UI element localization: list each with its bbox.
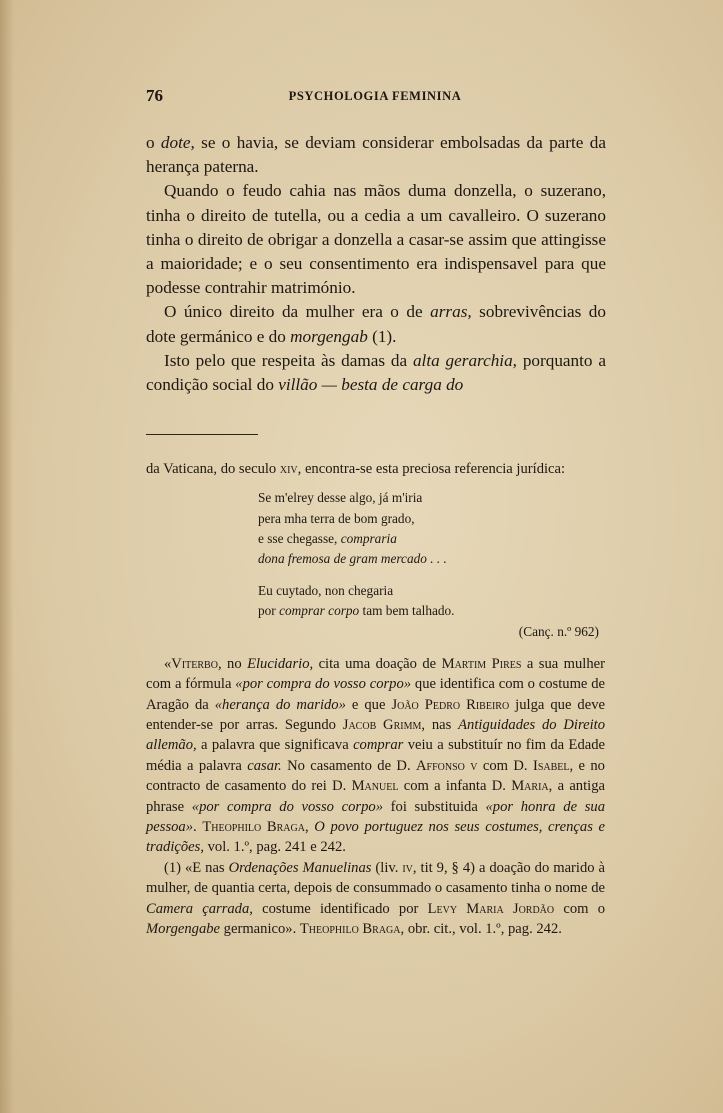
italic-term: «por compra do vosso corpo» (235, 676, 412, 693)
footnote-intro (146, 459, 605, 479)
page-edge-shadow (0, 0, 14, 1113)
paragraph-3 (146, 300, 606, 348)
author-name: Affonso v (416, 757, 478, 774)
italic-term: dona fremosa de gram mercado . . . (258, 551, 447, 567)
main-text (146, 131, 606, 397)
text-run: vol. 1.º, pag. 241 e 242. (203, 839, 346, 856)
poem-line (258, 529, 605, 549)
text-run: « (164, 655, 172, 672)
text-run: , tit 9, § 4) a doação do marido à mulher, de quantia certa, depois de consummado o casamento tinha o nome de (146, 859, 606, 897)
italic-term: Morgengabe (146, 921, 221, 938)
footnote-paragraph-1 (146, 858, 605, 940)
author-name: João Pedro Ribeiro (391, 696, 510, 713)
text-run: , nas (421, 717, 459, 734)
poem-line: pera mha terra de bom grado, (258, 510, 415, 526)
italic-term: dote, (160, 133, 195, 152)
text-run: , encontra-se esta preciosa referencia jurídica: (297, 461, 566, 477)
poem-line (258, 601, 605, 621)
text-run: que identifica com o costume de Aragão da (146, 676, 605, 713)
text-run: . (193, 819, 203, 836)
text-run: e sse chegasse, (258, 530, 341, 546)
text-run: com a infanta D. (398, 778, 512, 795)
poem-line (258, 549, 605, 569)
author-name: Jacob Grimm (342, 717, 422, 734)
text-run: sobrevivências do dote germánico e do (146, 302, 606, 346)
italic-term: casar. (247, 757, 282, 774)
italic-term: Elucidario, (247, 655, 314, 672)
italic-term: «herança do marido» (214, 696, 346, 713)
poem-line: Eu cuytado, non chegaria (258, 583, 394, 599)
italic-term: «por compra do vosso corpo» (191, 798, 383, 815)
text-run: (liv. (371, 859, 403, 876)
text-run: porquanto a condição social do (146, 350, 606, 395)
footnote-paragraph-viterbo (146, 654, 605, 858)
text-run: julga que deve entender-se por arras. Segundo (146, 696, 605, 734)
author-name: Maria (511, 778, 549, 795)
poem-line: Se m'elrey desse algo, já m'iria (258, 490, 423, 506)
italic-term: alta gerarchia, (412, 350, 517, 370)
text-run: germanico». (220, 921, 300, 938)
author-name: Levy Maria Jordão (427, 900, 555, 917)
paragraph-4 (146, 349, 606, 397)
text-run: com D. (477, 757, 533, 774)
italic-term: arras, (430, 302, 472, 322)
italic-term: villão — besta de carga do (278, 375, 464, 395)
text-run: Isto pelo que respeita às damas da (164, 350, 413, 370)
footnotes (146, 459, 605, 940)
text-run: da Vaticana, do seculo (146, 461, 280, 477)
stanza-gap (258, 569, 605, 581)
text-run: foi substituida (383, 798, 486, 815)
author-name: Martim Pires (441, 655, 522, 672)
text-run: O único direito da mulher era o de (164, 302, 431, 322)
page-header (146, 86, 604, 110)
italic-term: Ordenações Manuelinas (228, 859, 372, 876)
italic-term: Camera çarrada, (146, 900, 253, 917)
italic-term: Antiguidades do Direito allemão, (146, 717, 606, 754)
italic-term: comprar corpo (279, 603, 360, 619)
text-run: , (304, 819, 315, 836)
italic-term: O povo portuguez nos seus costumes, crenças e tradições, (146, 819, 606, 856)
page-number: 76 (146, 86, 163, 105)
text-run: (1) «E nas (164, 859, 229, 876)
text-run: , no (217, 655, 248, 672)
poem-quote (258, 488, 605, 641)
text-run: veiu a substituír no fim da Edade média a palavra (146, 737, 605, 774)
author-name: Manuel (351, 778, 399, 795)
text-run: com o (554, 900, 605, 917)
italic-term: comprar (353, 737, 404, 754)
paragraph-1 (146, 131, 606, 179)
text-run: a palavra que significava (196, 737, 354, 754)
text-run: No casamento de D. (281, 757, 416, 774)
author-name: Isabel (532, 757, 570, 774)
roman-numeral: iv (402, 859, 413, 876)
text-run: , obr. cit., vol. 1.º, pag. 242. (400, 921, 562, 938)
paragraph-2: Quando o feudo cahia nas mãos duma donzella, o suzerano, tinha o direito de tutella, ou a cedia a um cavalleiro. O suzerano tinha o direito de obrigar a donzella a casar-se assim que attingisse a maioridade; e o seu consentimento era indispensavel para que podesse contrahir matrimónio. (146, 181, 606, 298)
text-run: tam bem talhado. (359, 603, 455, 619)
cancioneiro-reference: (Canç. n.º 962) (518, 623, 599, 639)
text-run: , e no contracto de casamento do rei D. (146, 757, 605, 795)
text-run: por (258, 603, 280, 619)
author-name: Theophilo Braga (299, 921, 401, 938)
running-title: PSYCHOLOGIA FEMININA (288, 89, 462, 103)
text-run: e que (345, 696, 392, 713)
text-run: o (146, 133, 161, 152)
author-name: Viterbo (171, 655, 218, 672)
text-run: a sua mulher com a fórmula (146, 655, 605, 693)
text-run: (1). (367, 326, 397, 346)
italic-term: compraria (340, 530, 397, 546)
italic-term: «por honra de sua pessoa» (146, 798, 605, 836)
text-run: se o havia, se deviam considerar embolsadas da parte da herança paterna. (146, 133, 606, 177)
text-run: , a antiga phrase (146, 778, 605, 815)
roman-numeral: xiv (279, 461, 298, 477)
author-name: Theophilo Braga (202, 819, 305, 836)
text-run: costume identificado por (252, 900, 428, 917)
italic-term: morgengab (290, 326, 368, 346)
text-run: cita uma doação de (313, 655, 442, 672)
footnote-separator (146, 434, 258, 435)
